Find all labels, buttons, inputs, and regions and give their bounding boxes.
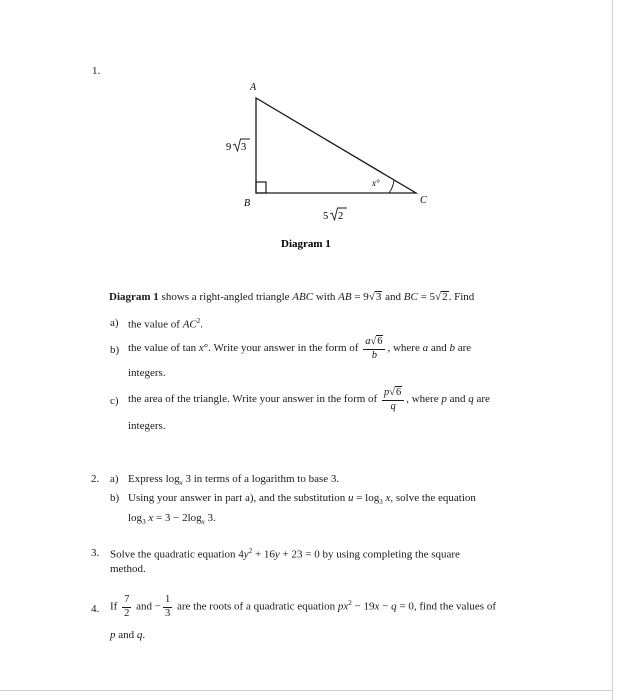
part-c-letter: c) bbox=[110, 395, 119, 407]
diagram-ref: Diagram 1 bbox=[109, 291, 159, 303]
side-ab-coef: 9 bbox=[226, 142, 232, 153]
question-1-intro: Diagram 1 shows a right-angled triangle ABC with AB = 9√3 and BC = 5√2. Find bbox=[109, 291, 475, 303]
question-4-number: 4. bbox=[91, 603, 100, 615]
side-bc-radicand: 2 bbox=[338, 211, 344, 222]
part-a-text: the value of $AC^2$. bbox=[128, 317, 203, 331]
side-ab-radicand: 3 bbox=[241, 142, 247, 153]
right-angle-marker bbox=[256, 182, 266, 193]
question-4-continuation: p and q. bbox=[110, 629, 146, 641]
part-b-letter: b) bbox=[110, 344, 120, 356]
page-border-bottom bbox=[0, 690, 612, 691]
question-4-text: If $\frac{7}{2}$ and − $\frac{1}{3}$ are the roots of a quadratic equation $px^2 - 19x - q = 0$, find the values of bbox=[110, 594, 497, 619]
angle-arc bbox=[389, 180, 394, 193]
q2-equation: $\log_3 x = 3 - 2\log_x$ 3. bbox=[128, 512, 216, 527]
fraction-7-over-2: $\frac{7}{2}$ bbox=[124, 594, 130, 619]
angle-label: x° bbox=[372, 178, 380, 188]
fraction-1-over-3: $\frac{1}{3}$ bbox=[164, 594, 171, 619]
triangle-abc bbox=[256, 98, 416, 193]
part-b-text: the value of tan x°. Write your answer in the form of $\frac{a√6}{b}$ , where a and b are bbox=[128, 336, 472, 361]
triangle-diagram bbox=[0, 0, 622, 250]
fraction-a-root6-over-b: $\frac{a√6}{b}$ bbox=[363, 335, 385, 362]
question-3-text: Solve the quadratic equation $4y^2 + 16y + 23 = 0$ by using completing the square bbox=[110, 547, 460, 561]
question-3-number: 3. bbox=[91, 547, 100, 559]
q2-part-b-letter: b) bbox=[110, 492, 120, 504]
part-c-text: the area of the triangle. Write your answer in the form of $\frac{p√6}{q}$ , where p and q are bbox=[128, 387, 490, 412]
fraction-p-root6-over-q: $\frac{p√6}{q}$ bbox=[382, 386, 404, 413]
part-b-continuation: integers. bbox=[128, 367, 166, 379]
part-c-continuation: integers. bbox=[128, 420, 166, 432]
part-a-letter: a) bbox=[110, 317, 119, 329]
q2-part-b-text: Using your answer in part a), and the substitution $u = \log_3 x$, solve the equation bbox=[128, 492, 476, 507]
side-bc-coef: 5 bbox=[323, 211, 329, 222]
vertex-label-b: B bbox=[244, 198, 251, 209]
diagram-caption: Diagram 1 bbox=[281, 238, 331, 250]
question-2-number: 2. bbox=[91, 473, 100, 485]
vertex-label-c: C bbox=[420, 195, 427, 206]
vertex-label-a: A bbox=[250, 82, 257, 93]
q2-part-a-letter: a) bbox=[110, 473, 119, 485]
question-3-continuation: method. bbox=[110, 563, 146, 575]
question-1-number: 1. bbox=[92, 65, 101, 77]
q2-part-a-text: Express $\log_x 3$ in terms of a logarithm to base 3. bbox=[128, 473, 340, 488]
